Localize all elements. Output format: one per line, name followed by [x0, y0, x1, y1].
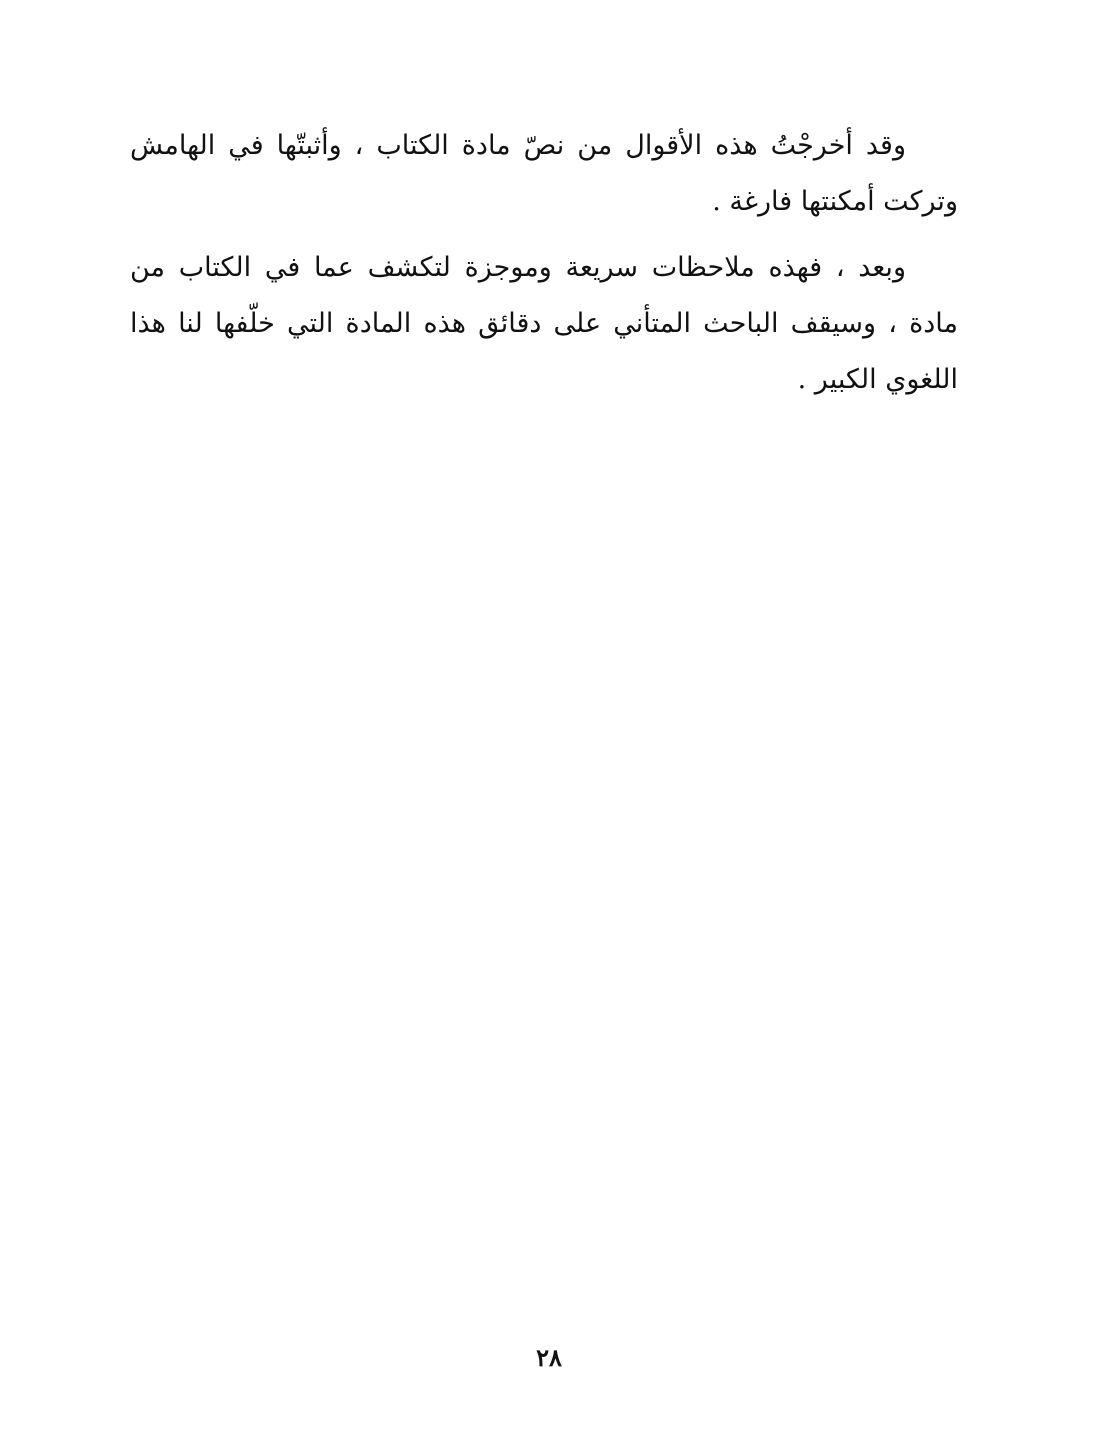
- body-text: [130, 118, 958, 418]
- paragraph-1: وقد أخرجْتُ هذه الأقوال من نصّ مادة الكتاب ، وأثبتّها في الهامش وتركت أمكنتها فارغة .: [130, 130, 958, 217]
- page-number: ٢٨: [536, 1343, 562, 1372]
- paragraph-2: وبعد ، فهذه ملاحظات سريعة وموجزة لتكشف عما في الكتاب من مادة ، وسيقف الباحث المتأني على دقائق هذه المادة التي خلّفها لنا هذا اللغوي الكبير .: [130, 252, 958, 395]
